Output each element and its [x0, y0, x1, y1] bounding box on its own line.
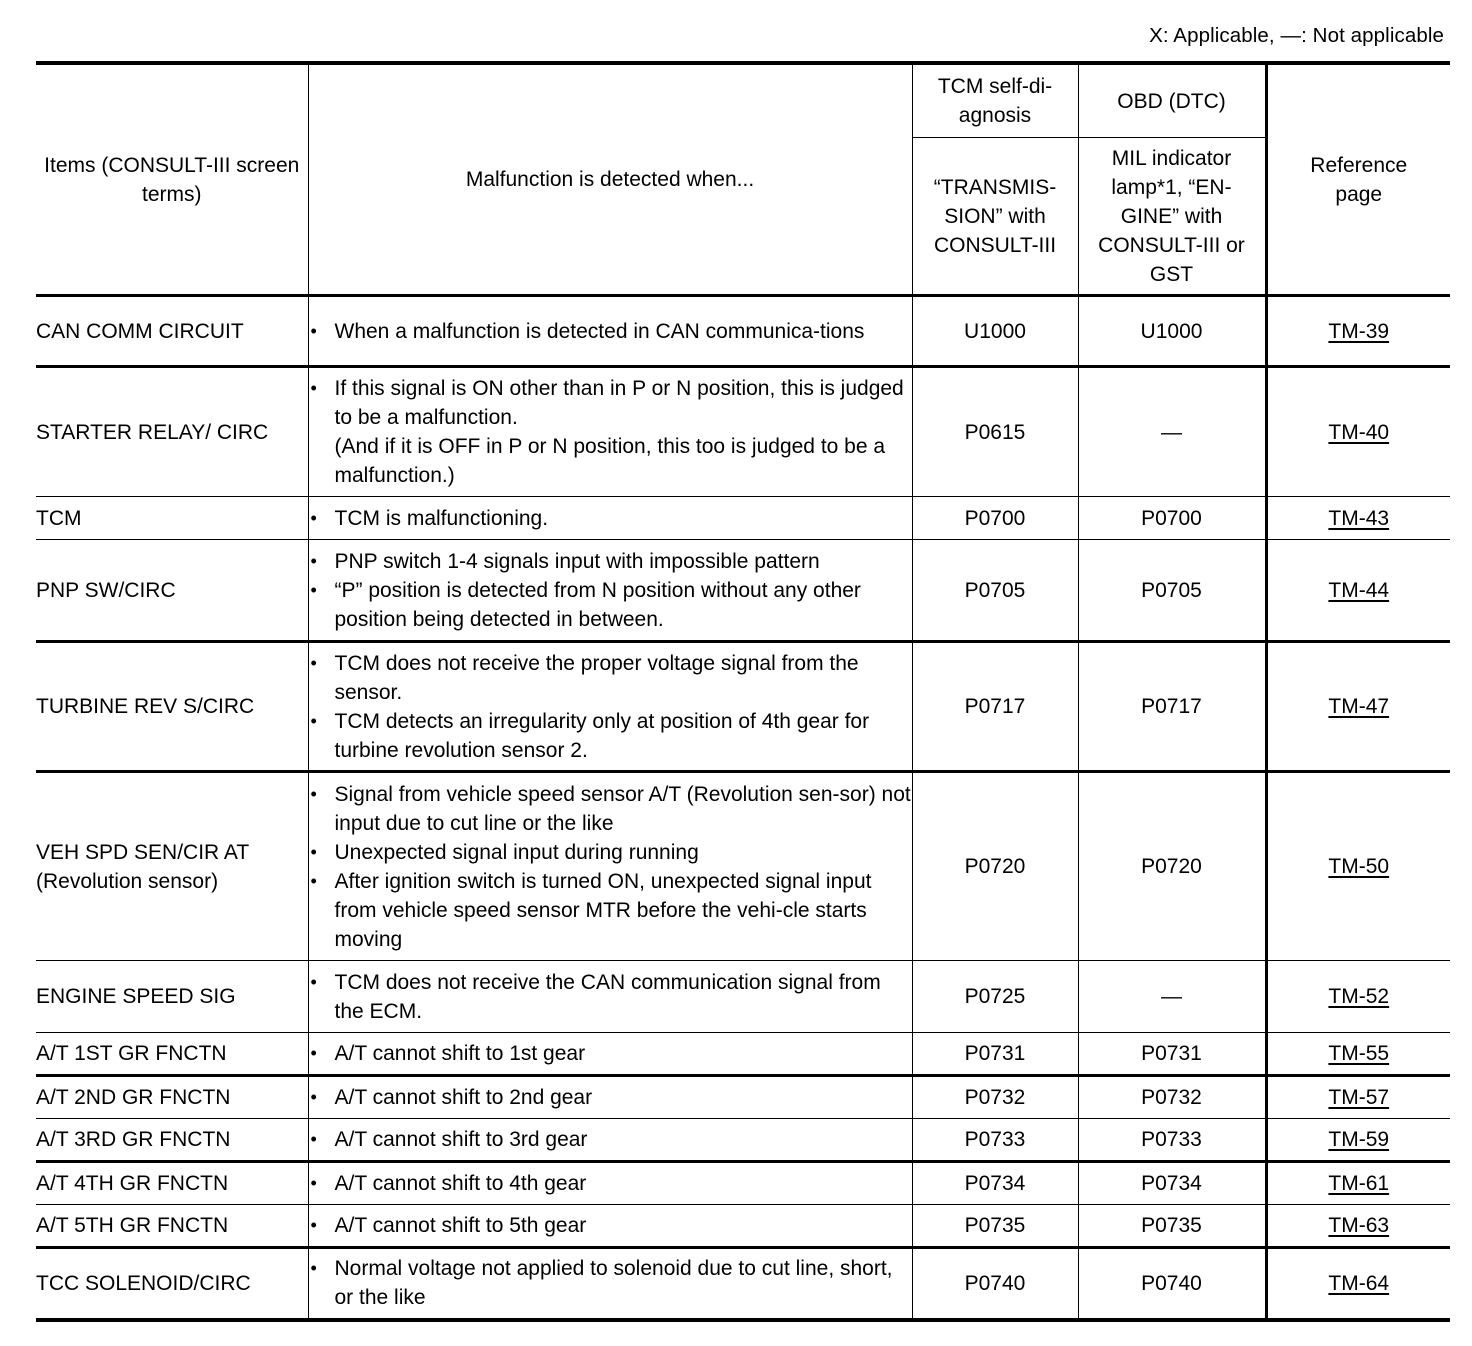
condition-item: • “P” position is detected from N position without any other position being detected in between.: [309, 576, 912, 634]
tcm-dtc-code: P0733: [912, 1119, 1078, 1162]
reference-page-link[interactable]: TM-52: [1328, 985, 1390, 1008]
condition-list: [309, 649, 912, 765]
table-row: [36, 497, 1450, 540]
condition-list: [309, 374, 912, 432]
condition-item: • A/T cannot shift to 4th gear: [309, 1169, 912, 1198]
reference-cell: [1266, 497, 1450, 540]
obd-dtc-code: P0720: [1078, 772, 1266, 961]
item-name: A/T 5TH GR FNCTN: [36, 1205, 308, 1248]
item-name: A/T 4TH GR FNCTN: [36, 1162, 308, 1205]
reference-cell: [1266, 1119, 1450, 1162]
table-row: [36, 1205, 1450, 1248]
header-reference-page: Reference page: [1266, 63, 1450, 296]
reference-page-link[interactable]: TM-55: [1328, 1042, 1390, 1065]
condition-item: • A/T cannot shift to 2nd gear: [309, 1083, 912, 1112]
reference-page-link[interactable]: TM-39: [1328, 319, 1390, 343]
table-row: [36, 1033, 1450, 1076]
condition-list: [309, 1169, 912, 1198]
tcm-dtc-code: P0720: [912, 772, 1078, 961]
obd-dtc-code: P0734: [1078, 1162, 1266, 1205]
item-name: TCM: [36, 497, 308, 540]
item-name: STARTER RELAY/ CIRC: [36, 367, 308, 497]
reference-cell: [1266, 1205, 1450, 1248]
reference-cell: [1266, 296, 1450, 367]
condition-item: • TCM does not receive the proper voltage signal from the sensor.: [309, 649, 912, 707]
item-name: TURBINE REV S/CIRC: [36, 642, 308, 772]
obd-dtc-code: P0733: [1078, 1119, 1266, 1162]
malfunction-description: [308, 540, 912, 642]
condition-item: • Signal from vehicle speed sensor A/T (Revolution sen-sor) not input due to cut line or the like: [309, 780, 912, 838]
obd-dtc-code: P0731: [1078, 1033, 1266, 1076]
reference-page-link[interactable]: TM-64: [1328, 1271, 1390, 1295]
item-name: CAN COMM CIRCUIT: [36, 296, 308, 367]
malfunction-description: [308, 367, 912, 497]
reference-cell: [1266, 1033, 1450, 1076]
reference-page-link[interactable]: TM-44: [1328, 578, 1390, 602]
tcm-dtc-code: P0705: [912, 540, 1078, 642]
reference-cell: [1266, 540, 1450, 642]
reference-cell: [1266, 772, 1450, 961]
table-row: [36, 540, 1450, 642]
obd-dtc-code: P0700: [1078, 497, 1266, 540]
tcm-dtc-code: P0732: [912, 1076, 1078, 1119]
tcm-dtc-code: P0734: [912, 1162, 1078, 1205]
header-tcm-self-diagnosis: TCM self-di-agnosis: [912, 63, 1078, 138]
item-name: PNP SW/CIRC: [36, 540, 308, 642]
item-name: TCC SOLENOID/CIRC: [36, 1248, 308, 1320]
obd-dtc-code: P0740: [1078, 1248, 1266, 1320]
condition-item: • After ignition switch is turned ON, unexpected signal input from vehicle speed sensor MTR before the vehi-cle starts moving: [309, 867, 912, 954]
tcm-dtc-code: P0735: [912, 1205, 1078, 1248]
table-row: [36, 367, 1450, 497]
header-obd-dtc: OBD (DTC): [1078, 63, 1266, 138]
reference-page-link[interactable]: TM-63: [1328, 1214, 1390, 1237]
malfunction-description: [308, 961, 912, 1033]
condition-item: • Unexpected signal input during running: [309, 838, 912, 867]
item-name: A/T 2ND GR FNCTN: [36, 1076, 308, 1119]
item-name: A/T 3RD GR FNCTN: [36, 1119, 308, 1162]
tcm-dtc-code: P0615: [912, 367, 1078, 497]
table-row: [36, 772, 1450, 961]
condition-item: • A/T cannot shift to 1st gear: [309, 1039, 912, 1068]
malfunction-description: [308, 772, 912, 961]
header-obd-mil: MIL indicator lamp*1, “EN-GINE” with CONSULT-III or GST: [1078, 138, 1266, 296]
condition-list: [309, 317, 912, 346]
reference-page-link[interactable]: TM-57: [1328, 1086, 1390, 1109]
obd-dtc-code: —: [1078, 367, 1266, 497]
obd-dtc-code: P0732: [1078, 1076, 1266, 1119]
condition-list: [309, 1083, 912, 1112]
condition-item: • Normal voltage not applied to solenoid due to cut line, short, or the like: [309, 1254, 912, 1312]
table-header: [36, 63, 1450, 296]
table-row: [36, 1248, 1450, 1320]
reference-cell: [1266, 1248, 1450, 1320]
condition-item: • A/T cannot shift to 3rd gear: [309, 1125, 912, 1154]
reference-cell: [1266, 642, 1450, 772]
obd-dtc-code: P0705: [1078, 540, 1266, 642]
condition-list: [309, 504, 912, 533]
obd-dtc-code: U1000: [1078, 296, 1266, 367]
reference-page-link[interactable]: TM-43: [1328, 506, 1390, 530]
malfunction-description: [308, 1076, 912, 1119]
malfunction-description: [308, 497, 912, 540]
table-row: [36, 1119, 1450, 1162]
dtc-index-table: [36, 61, 1450, 1322]
table-row: [36, 961, 1450, 1033]
tcm-dtc-code: P0740: [912, 1248, 1078, 1320]
condition-item: • When a malfunction is detected in CAN communica-tions: [309, 317, 912, 346]
malfunction-description: [308, 1119, 912, 1162]
condition-item: • If this signal is ON other than in P or N position, this is judged to be a malfunction.: [309, 374, 912, 432]
condition-item: • PNP switch 1-4 signals input with impossible pattern: [309, 547, 912, 576]
condition-item: • TCM is malfunctioning.: [309, 504, 912, 533]
tcm-dtc-code: P0717: [912, 642, 1078, 772]
reference-page-link[interactable]: TM-50: [1328, 855, 1390, 878]
condition-item: • TCM does not receive the CAN communication signal from the ECM.: [309, 968, 912, 1026]
reference-page-link[interactable]: TM-40: [1328, 420, 1390, 444]
condition-item: • A/T cannot shift to 5th gear: [309, 1211, 912, 1240]
reference-cell: [1266, 961, 1450, 1033]
malfunction-description: [308, 1033, 912, 1076]
tcm-dtc-code: P0700: [912, 497, 1078, 540]
tcm-dtc-code: U1000: [912, 296, 1078, 367]
table-row: [36, 296, 1450, 367]
header-tcm-consult: “TRANSMIS-SION” with CONSULT-III: [912, 138, 1078, 296]
condition-list: [309, 780, 912, 954]
table-body: [36, 296, 1450, 1320]
malfunction-description: [308, 1205, 912, 1248]
tcm-dtc-code: P0731: [912, 1033, 1078, 1076]
condition-list: [309, 968, 912, 1026]
condition-item: • TCM detects an irregularity only at position of 4th gear for turbine revolution sensor 2.: [309, 707, 912, 765]
condition-list: [309, 1254, 912, 1312]
table-row: [36, 1162, 1450, 1205]
reference-cell: [1266, 1076, 1450, 1119]
condition-list: [309, 1125, 912, 1154]
condition-list: [309, 1211, 912, 1240]
malfunction-description: [308, 296, 912, 367]
table-row: [36, 1076, 1450, 1119]
reference-cell: [1266, 1162, 1450, 1205]
condition-note: (And if it is OFF in P or N position, this too is judged to be a malfunction.): [334, 435, 886, 487]
applicability-legend: X: Applicable, —: Not applicable: [1149, 24, 1444, 47]
table-row: [36, 642, 1450, 772]
reference-page-link[interactable]: TM-47: [1328, 695, 1390, 718]
malfunction-description: [308, 642, 912, 772]
malfunction-description: [308, 1248, 912, 1320]
header-malfunction: Malfunction is detected when...: [308, 63, 912, 296]
item-name: A/T 1ST GR FNCTN: [36, 1033, 308, 1076]
item-name: VEH SPD SEN/CIR AT (Revolution sensor): [36, 772, 308, 961]
obd-dtc-code: —: [1078, 961, 1266, 1033]
obd-dtc-code: P0717: [1078, 642, 1266, 772]
reference-page-link[interactable]: TM-61: [1328, 1172, 1390, 1195]
malfunction-description: [308, 1162, 912, 1205]
header-items: Items (CONSULT-III screen terms): [36, 63, 308, 296]
reference-cell: [1266, 367, 1450, 497]
reference-page-link[interactable]: TM-59: [1328, 1128, 1390, 1151]
condition-list: [309, 547, 912, 634]
condition-list: [309, 1039, 912, 1068]
tcm-dtc-code: P0725: [912, 961, 1078, 1033]
obd-dtc-code: P0735: [1078, 1205, 1266, 1248]
item-name: ENGINE SPEED SIG: [36, 961, 308, 1033]
